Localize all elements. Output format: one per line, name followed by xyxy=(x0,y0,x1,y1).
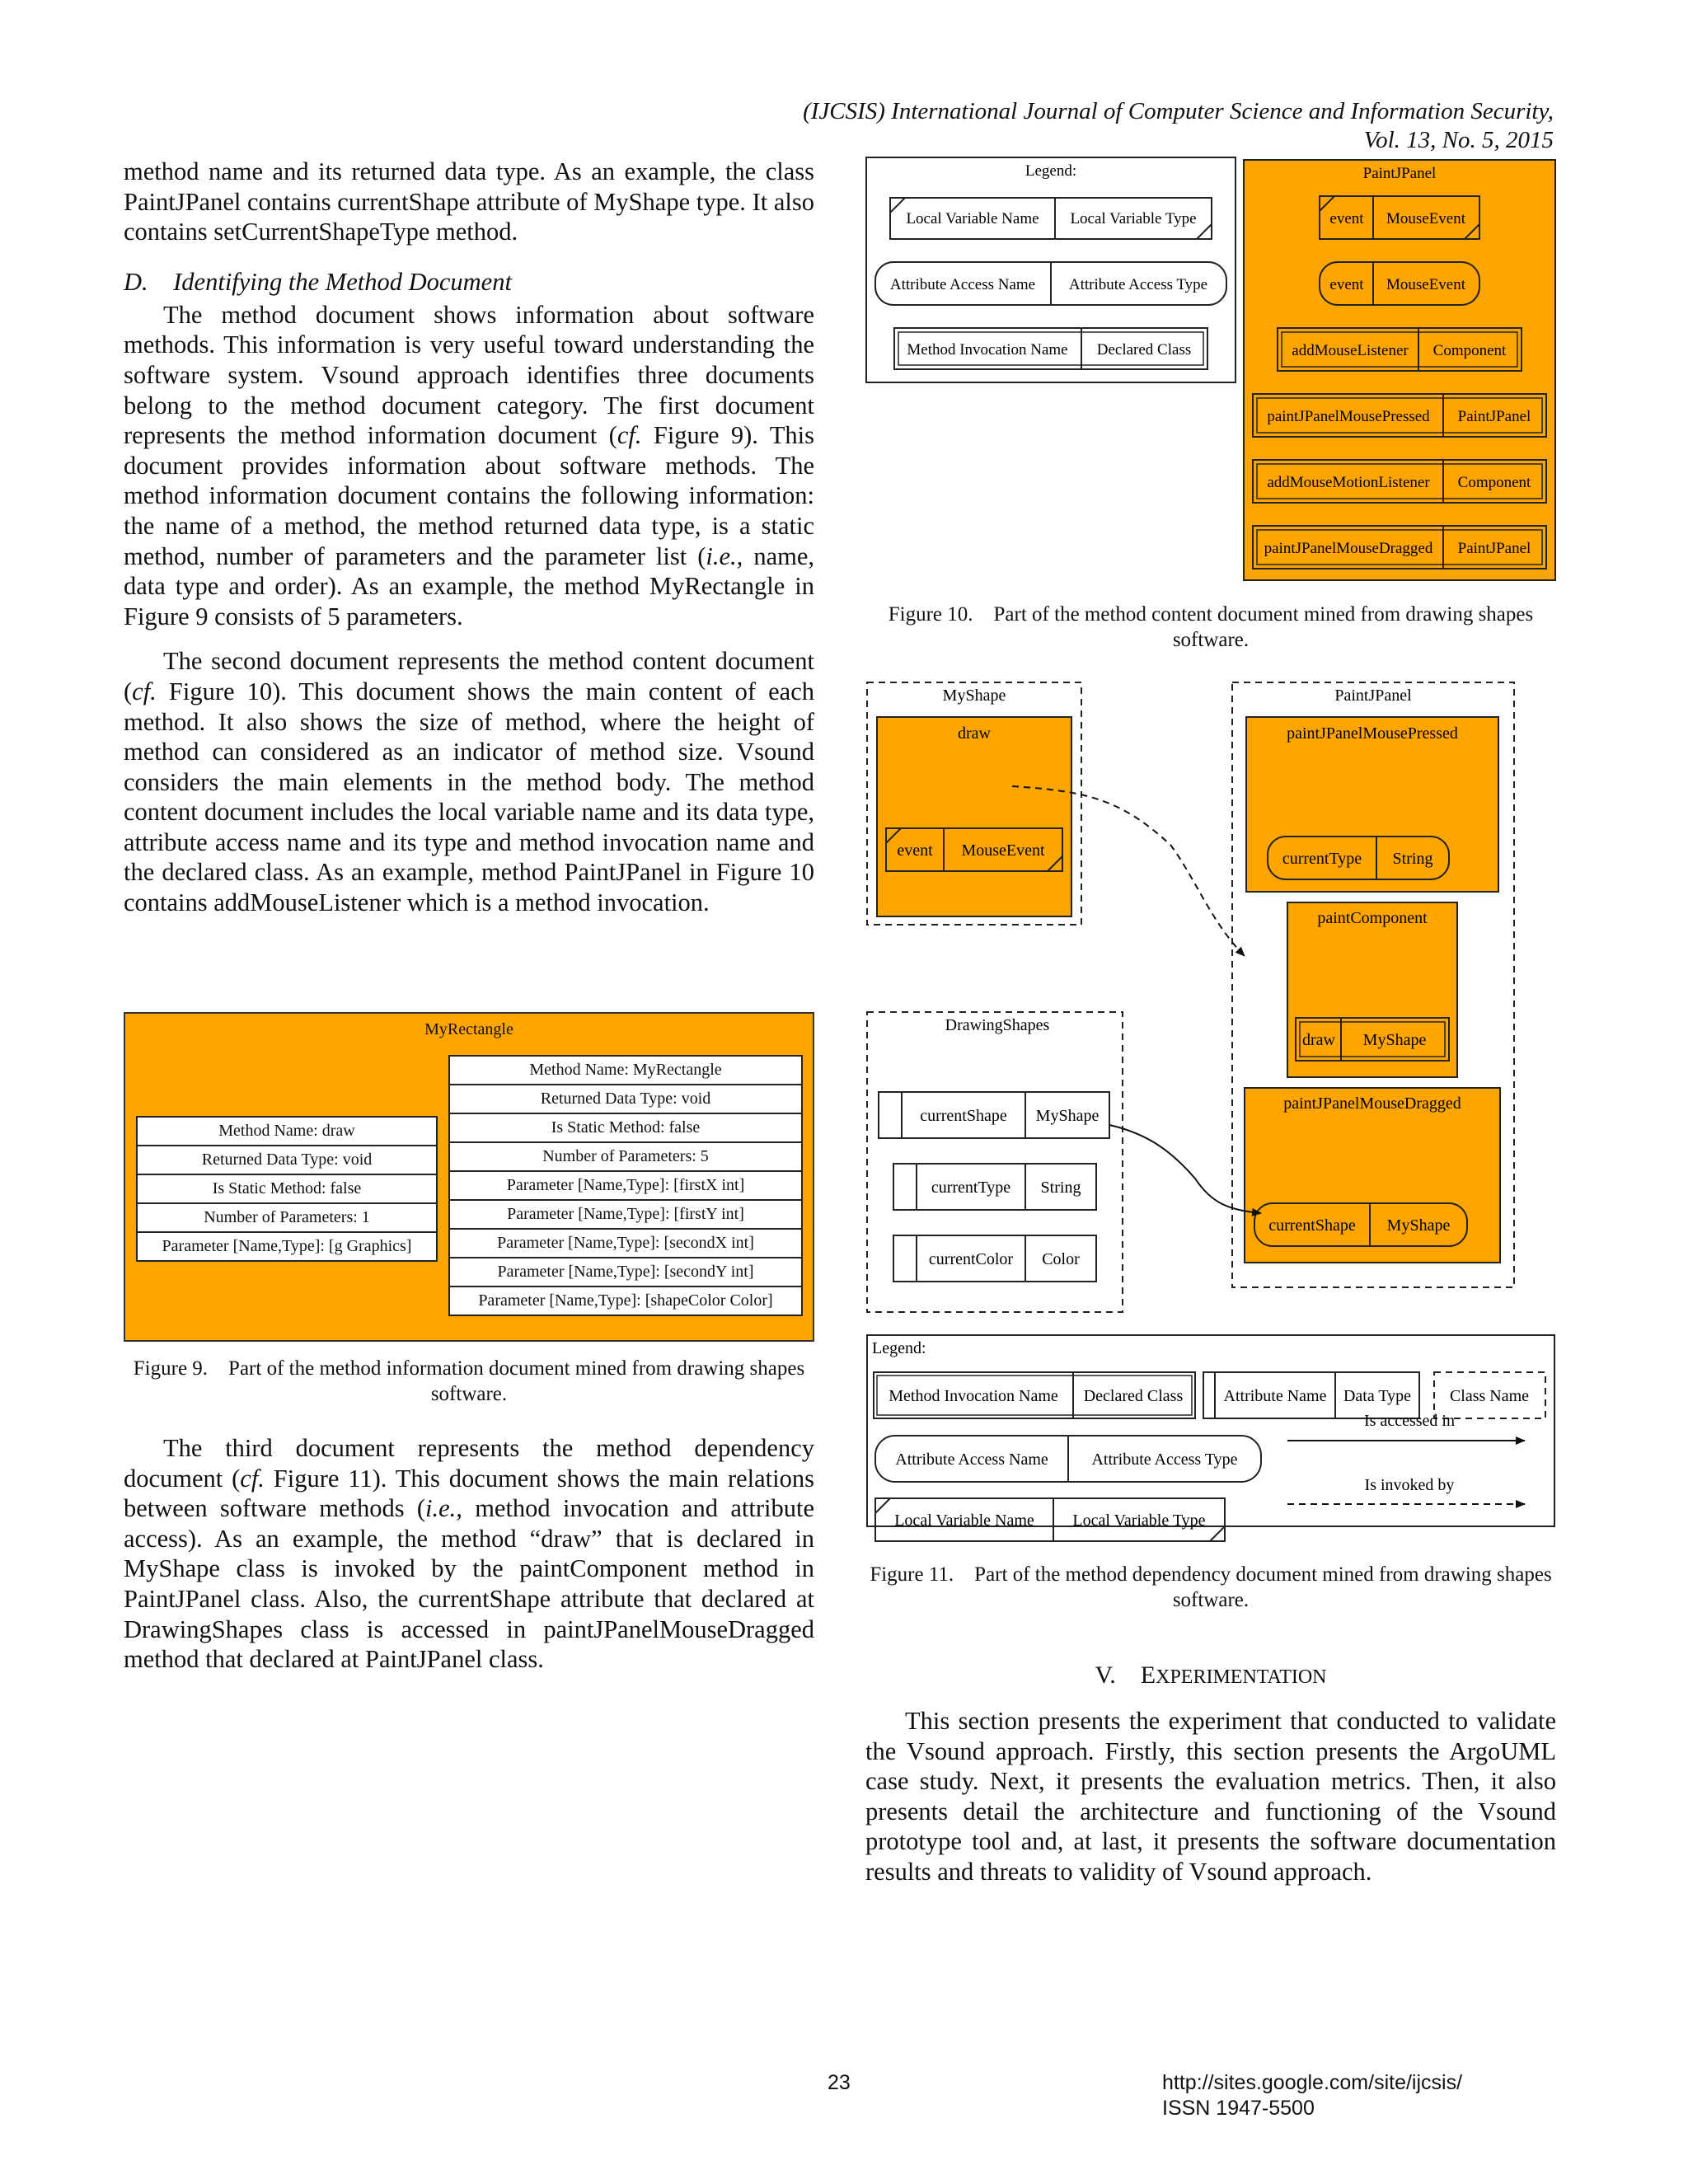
svg-text:MyShape: MyShape xyxy=(1035,1107,1100,1125)
svg-text:Component: Component xyxy=(1457,474,1531,491)
table-cell: Parameter [Name,Type]: [secondX int] xyxy=(449,1229,802,1258)
table-cell: Method Name: MyRectangle xyxy=(449,1056,802,1085)
paragraph-experimentation: This section presents the experiment that conducted to validate the Vsound approach. Firstly, this section presents the ArgoUML case study. Next, it presents the evaluation metrics. Then, it also presents detail the architecture and functioning of the Vsound prototype tool and, at last, it presents the software documentation results and threats to validity of Vsound approach. xyxy=(865,1707,1556,1886)
table-cell: Parameter [Name,Type]: [firstY int] xyxy=(449,1200,802,1229)
legend-local-type: Local Variable Type xyxy=(1070,210,1197,227)
svg-text:MyShape: MyShape xyxy=(1386,1216,1451,1235)
myshape-class-name: MyShape xyxy=(942,687,1006,705)
table-cell: Number of Parameters: 5 xyxy=(449,1142,802,1171)
figure-10-legend xyxy=(865,157,1236,383)
svg-text:event: event xyxy=(897,841,933,860)
left-column-top xyxy=(124,157,814,918)
figure-10-paintjpanel xyxy=(1243,159,1556,581)
paragraph-continued: method name and its returned data type. As an example, the class PaintJPanel contains currentShape attribute of MyShape type. It also contains setCurrentShapeType method. xyxy=(124,157,814,246)
svg-text:draw: draw xyxy=(1302,1031,1335,1049)
paragraph-method-content: The second document represents the method content document (cf. Figure 10). This document shows the main content of each method. It also shows the size of method, where the height of method can considered as an indicator of method size. Vsound considers the main elements in the method body. The method content document includes the local variable name and its data type, attribute access name and its type and method invocation name and the declared class. As an example, method PaintJPanel in Figure 10 contains addMouseListener which is a method invocation. xyxy=(124,647,814,917)
draw-method-box xyxy=(877,717,1071,916)
figure-10-caption: Figure 10. Part of the method content document mined from drawing shapes software. xyxy=(888,603,1534,651)
svg-text:Color: Color xyxy=(1042,1250,1080,1268)
table-row xyxy=(137,1232,437,1261)
legend-attribute-name: Attribute Access Name xyxy=(889,276,1036,293)
svg-text:MouseEvent: MouseEvent xyxy=(961,841,1045,860)
table-row xyxy=(137,1146,437,1174)
svg-text:event: event xyxy=(1329,276,1364,293)
svg-text:Local Variable Name: Local Variable Name xyxy=(894,1511,1034,1530)
table-cell: Is Static Method: false xyxy=(449,1113,802,1142)
legend-local-name: Local Variable Name xyxy=(906,210,1039,227)
svg-text:Component: Component xyxy=(1432,342,1507,359)
svg-text:MyShape: MyShape xyxy=(1362,1031,1427,1049)
table-row xyxy=(449,1200,802,1229)
table-row xyxy=(137,1117,437,1146)
footer-issn: ISSN 1947-5500 xyxy=(1162,2097,1315,2120)
figure-11-caption: Figure 11. Part of the method dependency document mined from drawing shapes software. xyxy=(870,1563,1552,1611)
svg-text:MouseEvent: MouseEvent xyxy=(1386,276,1466,293)
svg-text:MouseEvent: MouseEvent xyxy=(1386,210,1466,227)
accessed-in-edge xyxy=(1109,1125,1261,1213)
svg-text:Attribute Access Name: Attribute Access Name xyxy=(895,1451,1048,1469)
legend-method-name: Method Invocation Name xyxy=(907,341,1068,359)
figure-10-legend-attribute xyxy=(875,262,1226,305)
figure-11-legend xyxy=(867,1335,1554,1541)
svg-text:Method Invocation Name: Method Invocation Name xyxy=(889,1387,1058,1405)
svg-text:Data Type: Data Type xyxy=(1343,1387,1412,1405)
figure-10-legend-title: Legend: xyxy=(1025,162,1077,180)
svg-text:paintJPanelMouseDragged: paintJPanelMouseDragged xyxy=(1283,1094,1461,1113)
legend-accessed-label: Is accessed in xyxy=(1364,1412,1455,1430)
table-cell: Is Static Method: false xyxy=(137,1174,437,1203)
table-row xyxy=(449,1258,802,1286)
journal-volume: Vol. 13, No. 5, 2015 xyxy=(1363,127,1554,153)
svg-text:PaintJPanel: PaintJPanel xyxy=(1457,408,1531,425)
journal-header xyxy=(803,97,1554,155)
svg-text:event: event xyxy=(1329,210,1364,227)
page-number: 23 xyxy=(828,2071,851,2094)
attribute-current-shape xyxy=(879,1092,1109,1138)
figure-10-legend-local xyxy=(890,198,1212,239)
table-cell: Parameter [Name,Type]: [g Graphics] xyxy=(137,1232,437,1261)
table-row xyxy=(449,1056,802,1085)
myshape-cluster xyxy=(867,682,1081,925)
table-cell: Parameter [Name,Type]: [secondY int] xyxy=(449,1258,802,1286)
svg-text:paintJPanelMousePressed: paintJPanelMousePressed xyxy=(1267,408,1430,425)
table-cell: Returned Data Type: void xyxy=(449,1085,802,1113)
svg-text:currentShape: currentShape xyxy=(1268,1216,1356,1235)
svg-text:Local Variable Type: Local Variable Type xyxy=(1072,1511,1206,1530)
svg-text:Attribute Access Type: Attribute Access Type xyxy=(1091,1451,1238,1469)
attribute-current-type xyxy=(893,1164,1096,1210)
figure-9-panel xyxy=(124,1012,814,1342)
svg-text:String: String xyxy=(1392,850,1433,868)
legend-invoked-label: Is invoked by xyxy=(1364,1476,1455,1494)
table-row xyxy=(449,1229,802,1258)
table-row xyxy=(449,1171,802,1200)
figure-9-right-table xyxy=(448,1055,803,1316)
legend-attribute-type: Attribute Access Type xyxy=(1068,276,1208,293)
svg-text:currentType: currentType xyxy=(931,1179,1011,1197)
legend-declared-class: Declared Class xyxy=(1096,341,1192,359)
subsection-heading: D. Identifying the Method Document xyxy=(124,267,512,296)
drawingshapes-cluster xyxy=(867,1012,1123,1312)
svg-text:Legend:: Legend: xyxy=(872,1339,926,1357)
left-column-bottom xyxy=(124,1433,814,1675)
table-row xyxy=(449,1085,802,1113)
dragged-method-box xyxy=(1245,1088,1500,1263)
svg-text:Class Name: Class Name xyxy=(1449,1387,1530,1405)
footer-url: http://sites.google.com/site/ijcsis/ ISSN 1947-5500 xyxy=(1162,2071,1463,2120)
svg-text:addMouseMotionListener: addMouseMotionListener xyxy=(1267,474,1430,491)
figure-9-caption: Figure 9. Part of the method information document mined from drawing shapes software. xyxy=(133,1357,805,1405)
drawingshapes-class-name: DrawingShapes xyxy=(945,1016,1050,1034)
svg-text:Attribute Name: Attribute Name xyxy=(1223,1387,1327,1405)
svg-text:String: String xyxy=(1040,1179,1081,1197)
figure-9-left-table xyxy=(136,1116,438,1262)
section-heading: V. EXPERIMENTATION xyxy=(1095,1661,1327,1689)
journal-title: (IJCSIS) International Journal of Computer Science and Information Security, xyxy=(803,98,1554,124)
table-cell: Returned Data Type: void xyxy=(137,1146,437,1174)
table-cell: Number of Parameters: 1 xyxy=(137,1203,437,1232)
table-row xyxy=(449,1142,802,1171)
svg-text:PaintJPanel: PaintJPanel xyxy=(1457,540,1531,557)
svg-text:addMouseListener: addMouseListener xyxy=(1292,342,1409,359)
attribute-current-color xyxy=(893,1235,1096,1282)
paintjpanel-class-name: PaintJPanel xyxy=(1334,687,1412,705)
table-row xyxy=(449,1113,802,1142)
paintcomponent-method-box xyxy=(1287,902,1457,1077)
svg-text:paintJPanelMousePressed: paintJPanelMousePressed xyxy=(1287,724,1458,743)
right-column-text xyxy=(865,1706,1556,1887)
paragraph-method-dependency: The third document represents the method dependency document (cf. Figure 11). This document shows the main relations between software methods (i.e., method invocation and attribute access). As an example, the method “draw” that is declared in MyShape class is invoked by the paintComponent method in PaintJPanel class. Also, the currentShape attribute that declared at DrawingShapes class is accessed in paintJPanelMouseDragged method that declared at PaintJPanel class. xyxy=(124,1434,814,1674)
svg-text:currentType: currentType xyxy=(1282,850,1362,868)
svg-text:Declared Class: Declared Class xyxy=(1083,1387,1184,1405)
paintjpanel-cluster xyxy=(1232,682,1514,1287)
draw-method-name: draw xyxy=(958,724,991,743)
table-cell: Parameter [Name,Type]: [shapeColor Color] xyxy=(449,1286,802,1315)
figure-10-panel-title: PaintJPanel xyxy=(1362,165,1437,182)
figure-10-legend-method xyxy=(894,328,1207,369)
table-row xyxy=(137,1203,437,1232)
table-row xyxy=(449,1286,802,1315)
paragraph-method-document: The method document shows information about software methods. This information is very useful toward understanding the software system. Vsound approach identifies three documents belong to the method document category. The first document represents the method information document (cf. Figure 9). This document provides information about software methods. The method information document contains the following information: the name of a method, the method returned data type, is a static method, number of parameters and the parameter list (i.e., name, data type and order). As an example, the method MyRectangle in Figure 9 consists of 5 parameters. xyxy=(124,300,814,630)
figure-9-title: MyRectangle xyxy=(424,1020,513,1038)
table-cell: Method Name: draw xyxy=(137,1117,437,1146)
table-cell: Parameter [Name,Type]: [firstX int] xyxy=(449,1171,802,1200)
svg-text:paintComponent: paintComponent xyxy=(1317,909,1428,927)
svg-text:currentShape: currentShape xyxy=(920,1107,1007,1125)
svg-text:paintJPanelMouseDragged: paintJPanelMouseDragged xyxy=(1264,540,1433,557)
svg-text:currentColor: currentColor xyxy=(928,1250,1014,1268)
table-row xyxy=(137,1174,437,1203)
figure-11-diagram xyxy=(865,676,1566,1541)
